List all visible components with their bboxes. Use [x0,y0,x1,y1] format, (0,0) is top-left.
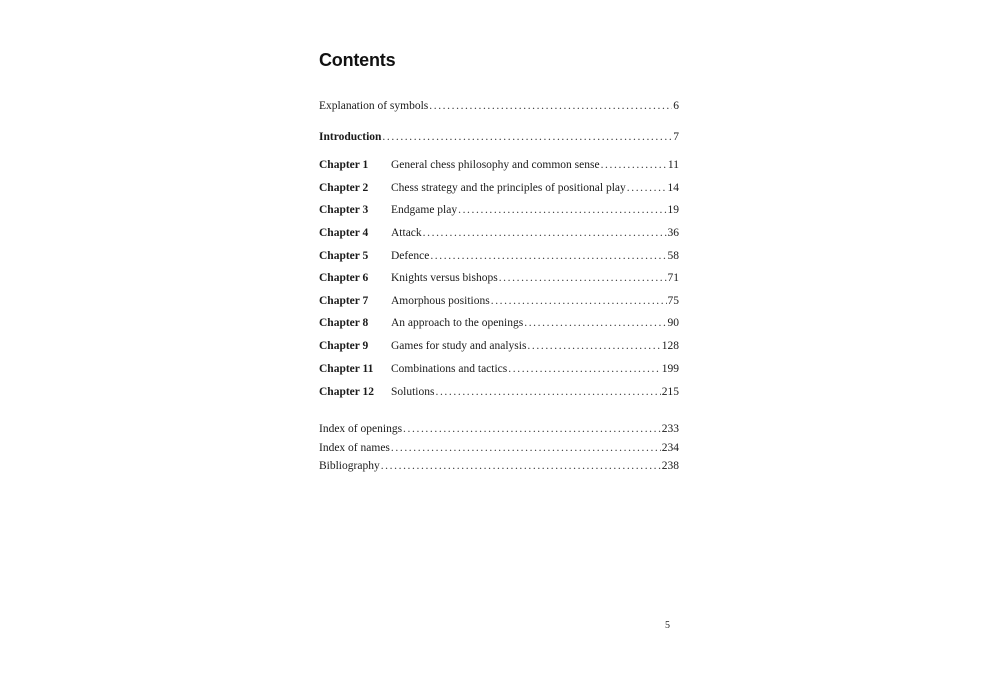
toc-chapter-row [319,227,679,243]
leader-dots [391,442,661,454]
chapter-number: Chapter 1 [319,159,369,171]
leader-dots [491,295,667,307]
toc-entry-page: 6 [673,100,679,112]
toc-entry-label: Explanation of symbols [319,100,429,112]
page-title: Contents [319,50,396,70]
leader-dots [627,182,667,194]
leader-dots [458,204,666,216]
toc-entry-label: Bibliography [319,460,380,472]
toc-entry-page: 234 [661,442,679,454]
chapter-title: Knights versus bishops [391,272,498,284]
toc-entry-introduction [319,131,679,147]
toc-entry-index-of-names [319,442,679,458]
chapter-title: General chess philosophy and common sense [391,159,600,171]
chapter-page: 19 [667,204,679,216]
chapter-number: Chapter 12 [319,386,375,398]
leader-dots [508,363,660,375]
leader-dots [601,159,667,171]
toc-chapter-row [319,204,679,220]
toc-chapter-row [319,386,679,402]
chapter-title: Combinations and tactics [391,363,508,375]
chapter-page: 215 [661,386,679,398]
toc-entry-label: Index of openings [319,423,403,435]
toc-entry-label: Introduction [319,131,382,143]
leader-dots [430,250,666,262]
toc-entry-page: 7 [673,131,679,143]
chapter-title: Chess strategy and the principles of positional play [391,182,626,194]
leader-dots [524,317,666,329]
chapter-title: An approach to the openings [391,317,524,329]
toc-chapter-row [319,363,679,379]
toc-chapter-row [319,295,679,311]
leader-dots [423,227,667,239]
toc-entry-page: 233 [661,423,679,435]
toc-entry-explanation-of-symbols [319,100,679,116]
chapter-page: 128 [661,340,679,352]
chapter-number: Chapter 4 [319,227,369,239]
chapter-title: Defence [391,250,430,262]
toc-chapter-row [319,159,679,175]
leader-dots [429,100,672,112]
toc-entry-bibliography [319,460,679,476]
chapter-number: Chapter 5 [319,250,369,262]
chapter-number: Chapter 2 [319,182,369,194]
chapter-number: Chapter 6 [319,272,369,284]
leader-dots [435,386,660,398]
toc-entry-label: Index of names [319,442,390,454]
leader-dots [527,340,660,352]
toc-chapter-row [319,340,679,356]
leader-dots [381,460,661,472]
toc-chapter-row [319,317,679,333]
chapter-title: Amorphous positions [391,295,490,307]
chapter-number: Chapter 11 [319,363,374,375]
toc-entry-page: 238 [661,460,679,472]
page-number: 5 [665,620,670,631]
toc-entry-index-of-openings [319,423,679,439]
leader-dots [499,272,667,284]
chapter-title: Attack [391,227,422,239]
chapter-title: Games for study and analysis [391,340,527,352]
leader-dots [403,423,661,435]
chapter-title: Endgame play [391,204,458,216]
chapter-page: 11 [667,159,679,171]
chapter-number: Chapter 3 [319,204,369,216]
chapter-page: 75 [667,295,679,307]
chapter-page: 90 [667,317,679,329]
chapter-page: 36 [667,227,679,239]
chapter-page: 14 [667,182,679,194]
chapter-page: 71 [667,272,679,284]
chapter-page: 58 [667,250,679,262]
toc-chapter-row [319,272,679,288]
chapter-title: Solutions [391,386,435,398]
leader-dots [382,131,672,143]
toc-chapter-row [319,250,679,266]
chapter-page: 199 [661,363,679,375]
chapter-number: Chapter 7 [319,295,369,307]
chapter-number: Chapter 8 [319,317,369,329]
toc-chapter-row [319,182,679,198]
chapter-number: Chapter 9 [319,340,369,352]
